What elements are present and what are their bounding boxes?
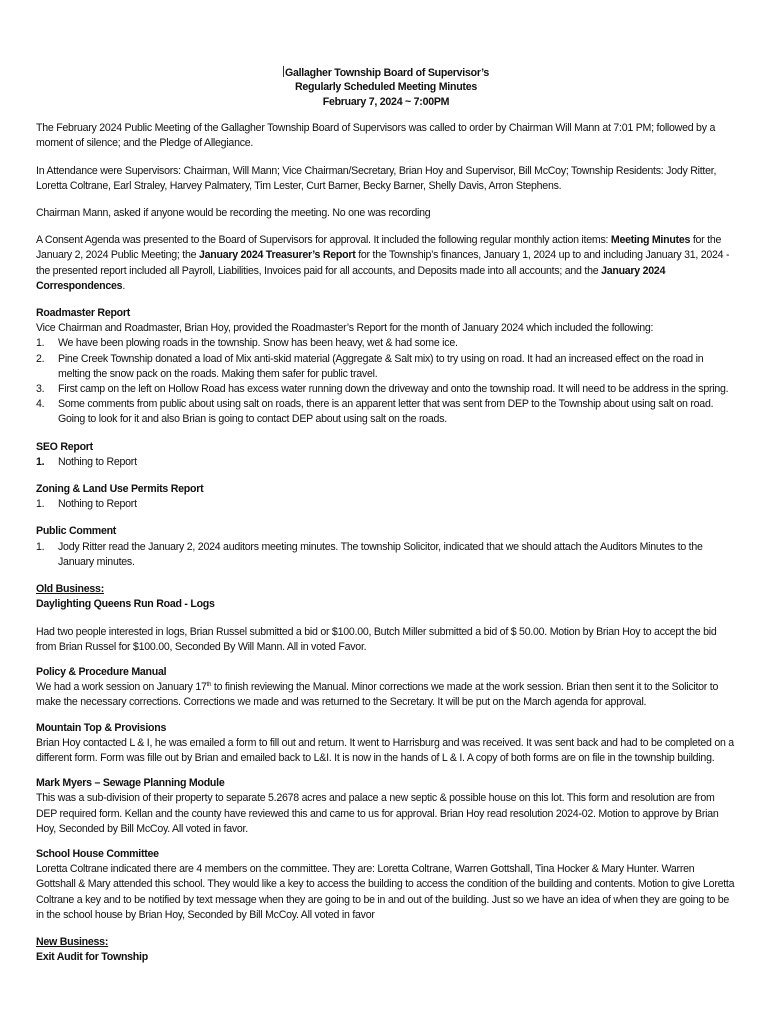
zoning-heading: Zoning & Land Use Permits Report	[36, 483, 204, 496]
seo-section	[36, 440, 736, 470]
logs-paragraph: Had two people interested in logs, Brian Russel submitted a bid or $100.00, Butch Miller submitted a bid of $ 50.00. Motion by Brian Hoy to accept the bid from Brian Russel for $100.00, Seconded By Will Mann. All in voted Favor.	[36, 625, 717, 653]
policy-paragraph: We had a work session on January 17th to finish reviewing the Manual. Minor corrections we made at the work session. Brian then sent it to the Solicitor to make the necessary corrections. Corrections we made and was returned to the Secretary. It will be put on the March agenda for approval.	[36, 681, 719, 709]
roadmaster-heading: Roadmaster Report	[36, 307, 131, 320]
list-item: 2. Pine Creek Township donated a load of Mix anti-skid material (Aggregate & Salt mix) to try using on road. It had an increased effect on the road in melting the snow pack on the roads. Making them safer for public travel.	[36, 352, 704, 380]
header-date: February 7, 2024 ~ 7:00PM	[322, 95, 450, 108]
logs-heading: Daylighting Queens Run Road - Logs	[36, 598, 215, 611]
consent-item-correspondences: January 2024 Correspondences	[36, 264, 666, 292]
policy-heading: Policy & Procedure Manual	[36, 665, 167, 678]
header-subtitle: Regularly Scheduled Meeting Minutes	[295, 81, 477, 94]
seo-list	[36, 455, 736, 470]
school-house-heading: School House Committee	[36, 847, 159, 860]
attendance-paragraph: In Attendance were Supervisors: Chairman, Will Mann; Vice Chairman/Secretary, Brian Hoy and Supervisor, Bill McCoy; Township Residents: Jody Ritter, Loretta Coltrane, Earl Straley, Harvey Palmatery, Tim Lester, Curt Barner, Becky Barner, Shelly Davis, Arron Stephens.	[36, 164, 717, 192]
list-item: 1. Nothing to Report	[36, 498, 137, 511]
consent-agenda-paragraph: A Consent Agenda was presented to the Board of Supervisors for approval. It included the following regular monthly action items: Meeting Minutes for the January 2, 2024 Public Meeting; the January 2024 Treasurer’s Report for the Township’s finances, January 1, 2024 up to and including January 31, 2024 - the presented report included all Payroll, Liabilities, Invoices paid for all accounts, and Deposits made into all accounts; and the January 2024 Correspondences.	[36, 234, 730, 292]
text-cursor-icon	[283, 66, 284, 77]
sewage-module-heading: Mark Myers – Sewage Planning Module	[36, 777, 225, 790]
mountain-top-heading: Mountain Top & Provisions	[36, 721, 167, 734]
list-item: 1. We have been plowing roads in the township. Snow has been heavy, wet & had some ice.	[36, 337, 458, 350]
list-item: 1. Nothing to Report	[36, 455, 137, 468]
consent-item-minutes: Meeting Minutes	[610, 234, 691, 247]
exit-audit-heading: Exit Audit for Township	[36, 951, 148, 964]
seo-heading: SEO Report	[36, 440, 93, 453]
old-business-section	[36, 582, 736, 923]
roadmaster-list	[36, 336, 736, 427]
list-item: 1. Jody Ritter read the January 2, 2024 auditors meeting minutes. The township Solicitor, indicated that we should attach the Auditors Minutes to the January minutes.	[36, 540, 703, 568]
roadmaster-section	[36, 306, 736, 428]
public-comment-section	[36, 524, 736, 570]
public-comment-heading: Public Comment	[36, 525, 117, 538]
zoning-section	[36, 482, 736, 512]
new-business-heading: New Business:	[36, 935, 109, 948]
sewage-module-paragraph: This was a sub-division of their property to separate 5.2678 acres and palace a new septic & possible house on this lot. This form and resolution are from DEP required form. Kellan and the county have reviewed this and came to us for approval. Brian Hoy read resolution 2024-02. Motion to approve by Brian Hoy, Seconded by Bill McCoy. All voted in favor.	[36, 792, 719, 835]
meeting-minutes	[36, 66, 736, 965]
recording-paragraph: Chairman Mann, asked if anyone would be recording the meeting. No one was recording	[36, 207, 431, 220]
mountain-top-paragraph: Brian Hoy contacted L & I, he was emailed a form to fill out and return. It went to Harrisburg and was received. It was sent back and had to be completed on a different form. Form was fille out by Brian and emailed back to L&I. It is now in the hands of L & I. A copy of both forms are on file in the township building.	[36, 736, 734, 764]
public-comment-list	[36, 540, 736, 570]
school-house-paragraph: Loretta Coltrane indicated there are 4 members on the committee. They are: Loretta Coltrane, Warren Gottshall, Tina Hocker & Mary Hunter. Warren Gottshall & Mary attended this school. They would like a key to access the building to access the condition of the building and contents. Motion to give Loretta Coltrane a key and to be notified by text message when they are going to be in and out of the building. Just so we have an idea of when they are going to be in the school house by Brian Hoy, Seconded by Bill McCoy. All voted in favor	[36, 863, 735, 921]
new-business-section	[36, 935, 736, 965]
header-title: Gallagher Township Board of Supervisor’s	[284, 67, 490, 79]
roadmaster-intro: Vice Chairman and Roadmaster, Brian Hoy, provided the Roadmaster’s Report for the month of January 2024 which included the following:	[36, 322, 654, 335]
old-business-heading: Old Business:	[36, 583, 104, 596]
list-item: 3. First camp on the left on Hollow Road has excess water running down the driveway and onto the township road. It will need to be address in the spring.	[36, 383, 729, 396]
call-to-order-paragraph: The February 2024 Public Meeting of the Gallagher Township Board of Supervisors was called to order by Chairman Will Mann at 7:01 PM; followed by a moment of silence; and the Pledge of Allegiance.	[36, 122, 716, 150]
consent-item-treasurer-report: January 2024 Treasurer’s Report	[198, 249, 356, 262]
zoning-list	[36, 497, 736, 512]
list-item: 4. Some comments from public about using salt on roads, there is an apparent letter that was sent from DEP to the Township about using salt on road. Going to look for it and also Brian is going to contact DEP about using salt on the roads.	[36, 398, 714, 426]
document-header	[36, 66, 736, 109]
